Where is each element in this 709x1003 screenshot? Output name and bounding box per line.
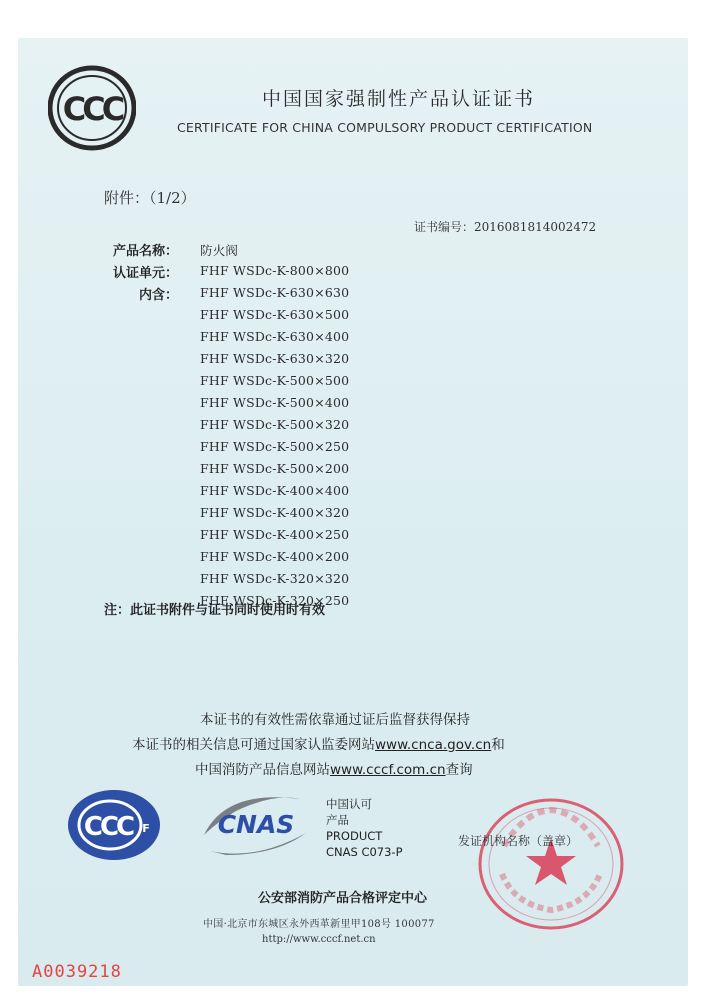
contains-item: FHF WSDc-K-500×200 (200, 461, 350, 476)
contains-item: FHF WSDc-K-630×500 (200, 307, 350, 322)
serial-number: A0039218 (32, 962, 122, 982)
contains-item: FHF WSDc-K-400×250 (200, 527, 350, 542)
validity-line-3-prefix: 中国消防产品信息网站 (195, 762, 330, 778)
cccf-logo-text: CCC (83, 812, 133, 842)
validity-line-3 (195, 758, 473, 778)
cnas-logo-icon (196, 785, 314, 863)
contains-item: FHF WSDc-K-500×250 (200, 439, 350, 454)
ccc-logo-text: CCC (62, 90, 122, 128)
product-name-label: 产品名称： (112, 244, 178, 259)
issuer-address: 中国·北京市东城区永外西革新里甲108号 100077 (203, 919, 435, 930)
validity-line-1: 本证书的有效性需依靠通过证后监督获得保持 (200, 712, 470, 728)
cnas-logo-text: CNAS (217, 810, 295, 839)
contains-item: FHF WSDc-K-400×400 (200, 483, 350, 498)
contains-item: FHF WSDc-K-320×250 (200, 593, 350, 608)
cnas-info-line: PRODUCT (326, 829, 383, 843)
cccf-link[interactable]: www.cccf.com.cn (330, 762, 446, 778)
ccc-logo-icon (48, 64, 136, 152)
contains-item: FHF WSDc-K-630×320 (200, 351, 350, 366)
contains-item: FHF WSDc-K-500×320 (200, 417, 350, 432)
title-english: CERTIFICATE FOR CHINA COMPULSORY PRODUCT CERTIFICATION (177, 120, 593, 135)
validity-line-2-prefix: 本证书的相关信息可通过国家认监委网站 (132, 737, 375, 753)
cnas-info-line: 中国认可 (326, 797, 372, 811)
contains-item: FHF WSDc-K-500×500 (200, 373, 350, 388)
cnas-info (326, 796, 403, 860)
contains-item: FHF WSDc-K-500×400 (200, 395, 350, 410)
attachment-note: 注：此证书附件与证书同时使用时有效 (104, 603, 326, 618)
title-chinese: 中国国家强制性产品认证证书 (262, 88, 536, 110)
contains-item: FHF WSDc-K-400×200 (200, 549, 350, 564)
contains-item: FHF WSDc-K-320×320 (200, 571, 350, 586)
issuer-label: 发证机构名称（盖章） (458, 834, 579, 848)
official-seal-icon (474, 796, 628, 932)
product-name-value: 防火阀 (200, 243, 239, 258)
cnca-link[interactable]: www.cnca.gov.cn (375, 737, 492, 753)
contains-item: FHF WSDc-K-630×400 (200, 329, 350, 344)
cnas-info-line: CNAS C073-P (326, 845, 403, 859)
validity-line-2 (132, 733, 505, 753)
cccf-logo-icon (66, 788, 162, 862)
validity-line-2-suffix: 和 (491, 737, 505, 753)
cert-unit-label: 认证单元： (112, 266, 178, 281)
cnas-info-line: 产品 (326, 813, 349, 827)
validity-line-3-suffix: 查询 (445, 762, 473, 778)
attachment-label: 附件：（1/2） (104, 189, 196, 207)
cert-unit-value: FHF WSDc-K-800×800 (200, 263, 350, 278)
cccf-logo-letter: F (142, 822, 150, 835)
certificate-number: 证书编号：2016081814002472 (414, 220, 597, 234)
issuing-center-name: 公安部消防产品合格评定中心 (258, 891, 428, 906)
contains-item: FHF WSDc-K-630×630 (200, 285, 350, 300)
contains-item: FHF WSDc-K-400×320 (200, 505, 350, 520)
issuer-website[interactable]: http://www.cccf.net.cn (262, 934, 376, 945)
contains-label: 内含： (138, 288, 178, 303)
